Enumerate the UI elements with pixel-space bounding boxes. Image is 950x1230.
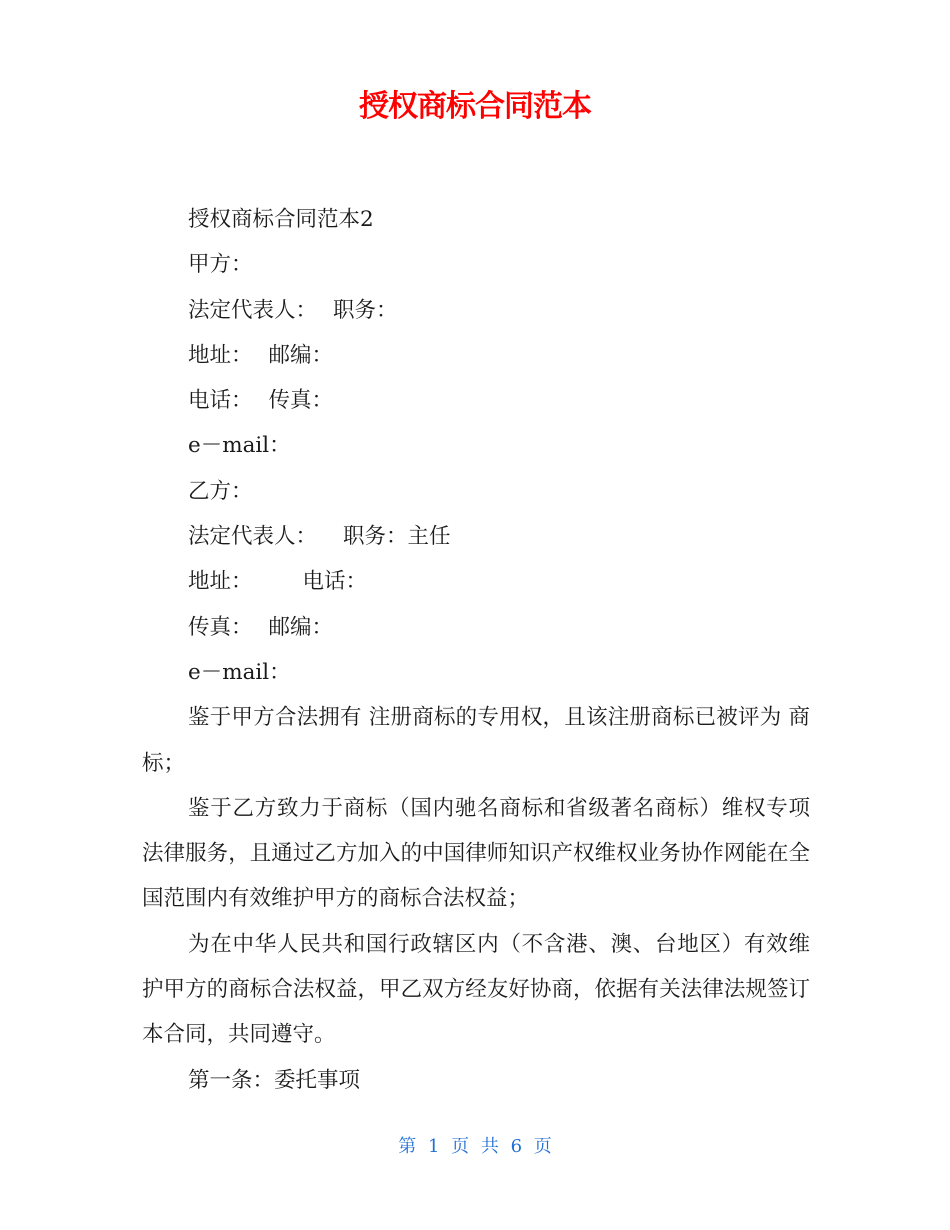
party-a-postcode-label: 邮编： — [268, 342, 334, 368]
page-footer: 第 1 页 共 6 页 — [398, 1136, 552, 1157]
party-a-label: 甲方： — [188, 252, 253, 278]
party-b-fax-label: 传真： — [188, 614, 253, 640]
recital-paragraph-3: 为在中华人民共和国行政辖区内（不含港、澳、台地区）有效维护甲方的商标合法权益，甲乙双方经友好协商，依据有关法律法规签订本合同，共同遵守。 — [142, 931, 810, 1048]
party-a-representative-line — [142, 288, 810, 333]
recital-paragraph-2: 鉴于乙方致力于商标（国内驰名商标和省级著名商标）维权专项法律服务，且通过乙方加入的中国律师知识产权维权业务协作网能在全国范围内有效维护甲方的商标合法权益； — [142, 795, 810, 912]
party-a-address-label: 地址： — [188, 342, 253, 368]
article-1-heading: 第一条：委托事项 — [188, 1067, 361, 1093]
party-b-position-label: 职务：主任 — [343, 524, 451, 550]
party-a-position-label: 职务： — [333, 297, 398, 323]
party-a-phone-line — [142, 378, 810, 423]
contract-subtitle: 授权商标合同范本2 — [188, 207, 374, 232]
document-body — [142, 197, 810, 1103]
document-title: 授权商标合同范本 — [359, 89, 591, 124]
party-b-postcode-label: 邮编： — [268, 614, 334, 640]
party-a-phone-label: 电话： — [188, 388, 253, 414]
party-b-address-line — [142, 559, 810, 604]
party-a-rep-label: 法定代表人： — [188, 297, 318, 323]
party-b-rep-label: 法定代表人： — [188, 524, 318, 550]
party-a-email-label: e－mail： — [188, 433, 291, 459]
party-b-email-label: e－mail： — [188, 659, 291, 685]
party-b-fax-line — [142, 605, 810, 650]
party-b-address-label: 地址： — [188, 569, 253, 595]
party-b-label: 乙方： — [188, 478, 253, 504]
party-b-phone-label: 电话： — [302, 569, 368, 595]
party-a-fax-label: 传真： — [268, 388, 334, 414]
party-b-representative-line — [142, 514, 810, 559]
recital-paragraph-1: 鉴于甲方合法拥有 注册商标的专用权，且该注册商标已被评为 商标； — [142, 705, 810, 776]
party-a-address-line — [142, 333, 810, 378]
